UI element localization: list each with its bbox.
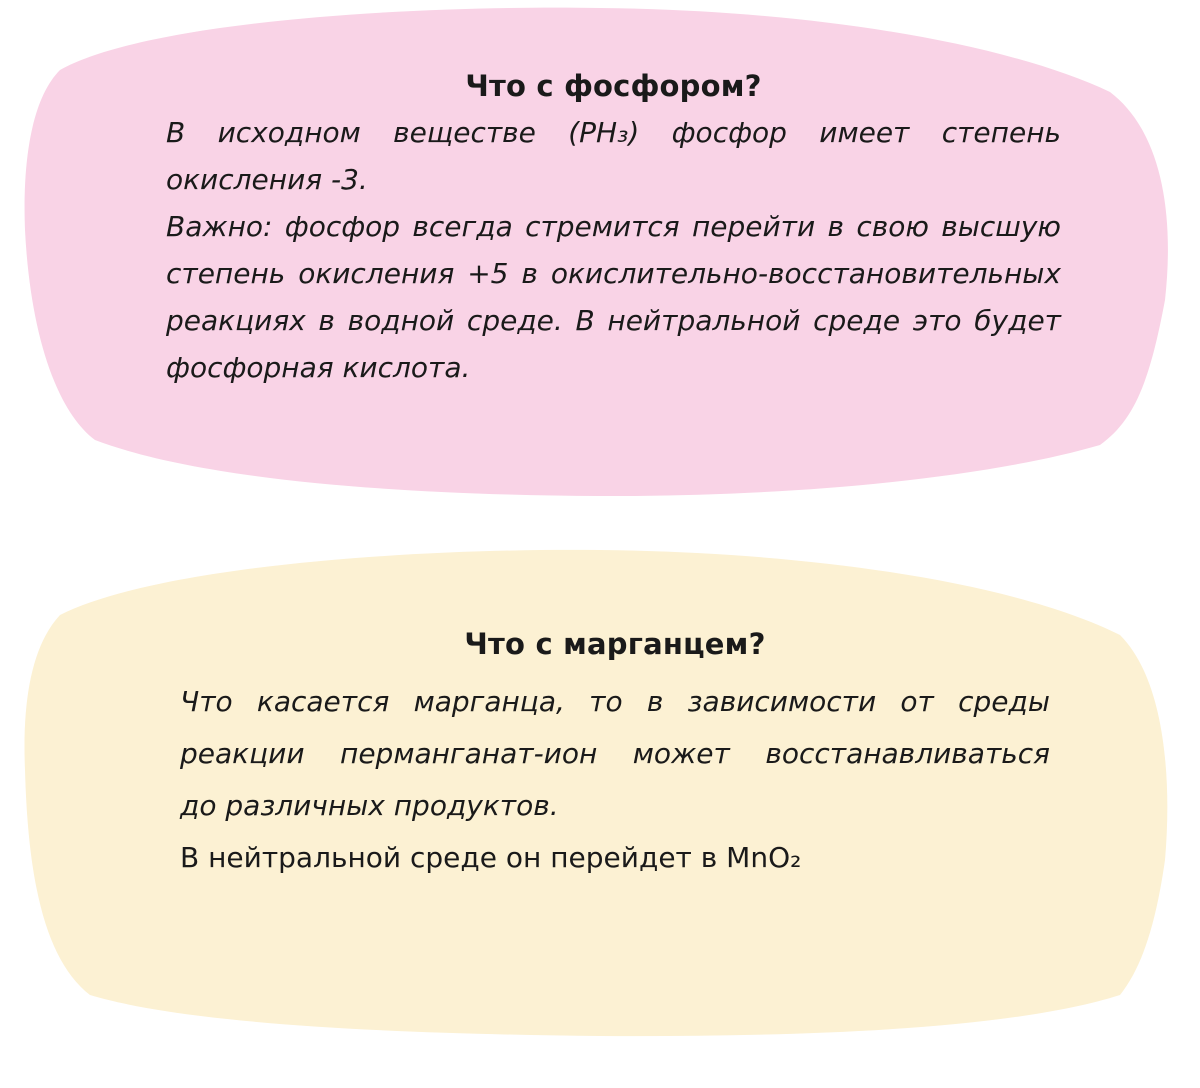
- phosphorus-card-body: [166, 109, 1061, 391]
- manganese-card-body: [180, 676, 1050, 884]
- phosphorus-line-4: степень окисления +5 в окислительно-восстановительных: [166, 257, 1061, 290]
- phosphorus-line-2: окисления -3.: [166, 163, 368, 196]
- phosphorus-line-1: В исходном веществе (PH₃) фосфор имеет степень: [166, 116, 1061, 149]
- phosphorus-card-title: Что с фосфором?: [465, 69, 762, 103]
- phosphorus-card: [0, 0, 1200, 510]
- manganese-card-title: Что с марганцем?: [464, 627, 766, 661]
- manganese-card: [0, 540, 1200, 1088]
- manganese-line-4: В нейтральной среде он перейдет в MnO₂: [180, 841, 802, 874]
- manganese-line-3: до различных продуктов.: [180, 789, 559, 822]
- phosphorus-line-6: фосфорная кислота.: [166, 351, 471, 384]
- phosphorus-line-3: Важно: фосфор всегда стремится перейти в свою высшую: [166, 210, 1061, 243]
- manganese-card-content: [180, 626, 1050, 884]
- manganese-line-1: Что касается марганца, то в зависимости от среды: [180, 685, 1050, 718]
- phosphorus-card-content: [166, 68, 1061, 391]
- manganese-line-2: реакции перманганат-ион может восстанавливаться: [180, 737, 1050, 770]
- phosphorus-line-5: реакциях в водной среде. В нейтральной среде это будет: [166, 304, 1061, 337]
